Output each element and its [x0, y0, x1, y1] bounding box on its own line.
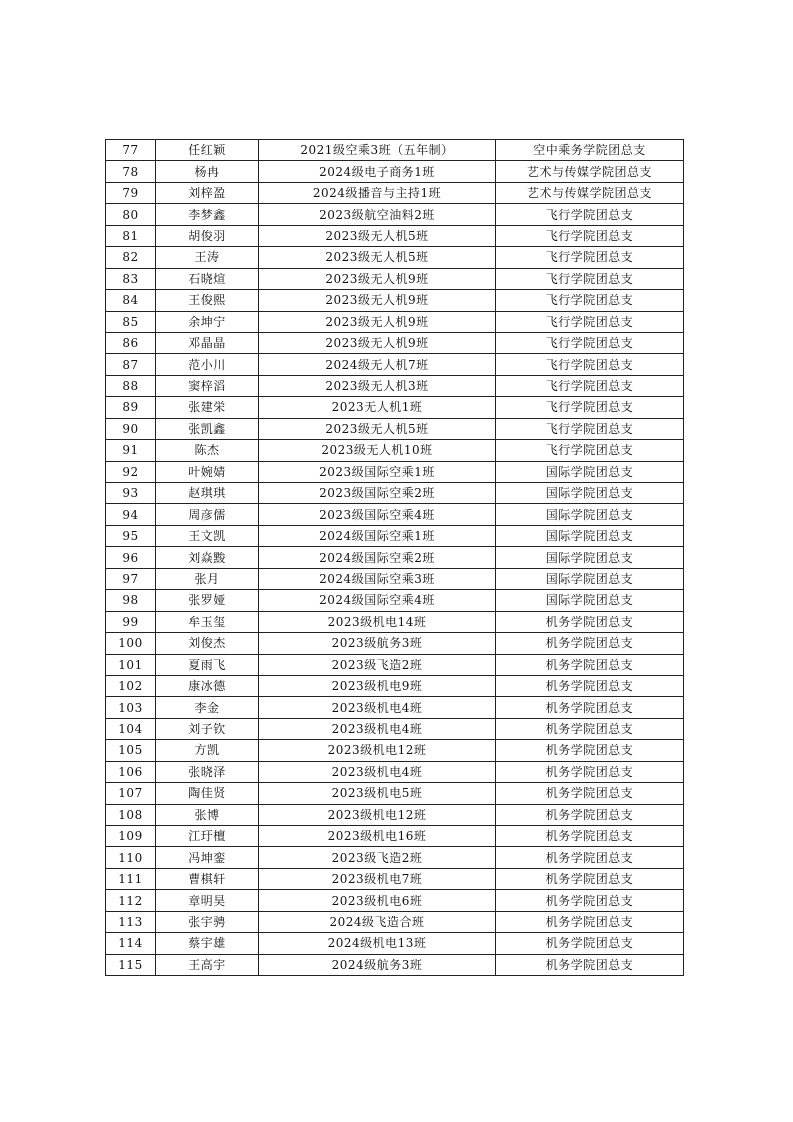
- unit-name-cell: 飞行学院团总支: [496, 225, 684, 246]
- unit-name-cell: 飞行学院团总支: [496, 397, 684, 418]
- row-number-cell: 79: [106, 182, 156, 203]
- unit-name-cell: 机务学院团总支: [496, 890, 684, 911]
- table-row: [106, 654, 684, 675]
- class-name-cell: 2023级机电9班: [259, 675, 496, 696]
- student-name-cell: 夏雨飞: [156, 654, 259, 675]
- row-number-cell: 93: [106, 483, 156, 504]
- table-row: [106, 847, 684, 868]
- class-name-cell: 2023级无人机9班: [259, 311, 496, 332]
- class-name-cell: 2023级机电14班: [259, 611, 496, 632]
- student-name-cell: 张建栄: [156, 397, 259, 418]
- class-name-cell: 2023级机电7班: [259, 868, 496, 889]
- student-name-cell: 叶婉婧: [156, 461, 259, 482]
- unit-name-cell: 飞行学院团总支: [496, 268, 684, 289]
- table-row: [106, 568, 684, 589]
- table-row: [106, 375, 684, 396]
- row-number-cell: 104: [106, 718, 156, 739]
- class-name-cell: 2024级飞造合班: [259, 911, 496, 932]
- row-number-cell: 94: [106, 504, 156, 525]
- class-name-cell: 2023级无人机5班: [259, 225, 496, 246]
- unit-name-cell: 机务学院团总支: [496, 633, 684, 654]
- student-name-cell: 李梦鑫: [156, 204, 259, 225]
- unit-name-cell: 国际学院团总支: [496, 547, 684, 568]
- table-row: [106, 633, 684, 654]
- table-row: [106, 611, 684, 632]
- class-name-cell: 2023级飞造2班: [259, 654, 496, 675]
- row-number-cell: 88: [106, 375, 156, 396]
- class-name-cell: 2024级机电13班: [259, 933, 496, 954]
- class-name-cell: 2023级无人机3班: [259, 375, 496, 396]
- roster-table: [105, 139, 684, 976]
- unit-name-cell: 飞行学院团总支: [496, 311, 684, 332]
- table-row: [106, 547, 684, 568]
- class-name-cell: 2023级机电4班: [259, 761, 496, 782]
- class-name-cell: 2024级航务3班: [259, 954, 496, 975]
- student-name-cell: 窦梓滔: [156, 375, 259, 396]
- student-name-cell: 邓晶晶: [156, 332, 259, 353]
- unit-name-cell: 机务学院团总支: [496, 847, 684, 868]
- table-row: [106, 911, 684, 932]
- class-name-cell: 2024级国际空乘4班: [259, 590, 496, 611]
- table-row: [106, 675, 684, 696]
- class-name-cell: 2023级航空油料2班: [259, 204, 496, 225]
- class-name-cell: 2023级国际空乘2班: [259, 483, 496, 504]
- row-number-cell: 112: [106, 890, 156, 911]
- row-number-cell: 111: [106, 868, 156, 889]
- unit-name-cell: 飞行学院团总支: [496, 204, 684, 225]
- table-row: [106, 740, 684, 761]
- unit-name-cell: 机务学院团总支: [496, 718, 684, 739]
- class-name-cell: 2023级无人机9班: [259, 268, 496, 289]
- student-name-cell: 李金: [156, 697, 259, 718]
- table-row: [106, 225, 684, 246]
- unit-name-cell: 机务学院团总支: [496, 826, 684, 847]
- table-row: [106, 697, 684, 718]
- class-name-cell: 2024级无人机7班: [259, 354, 496, 375]
- student-name-cell: 牟玉玺: [156, 611, 259, 632]
- student-name-cell: 张月: [156, 568, 259, 589]
- unit-name-cell: 国际学院团总支: [496, 590, 684, 611]
- table-row: [106, 140, 684, 161]
- student-name-cell: 王涛: [156, 247, 259, 268]
- table-row: [106, 397, 684, 418]
- row-number-cell: 109: [106, 826, 156, 847]
- student-name-cell: 刘焱黢: [156, 547, 259, 568]
- row-number-cell: 82: [106, 247, 156, 268]
- row-number-cell: 100: [106, 633, 156, 654]
- unit-name-cell: 飞行学院团总支: [496, 290, 684, 311]
- unit-name-cell: 飞行学院团总支: [496, 332, 684, 353]
- row-number-cell: 103: [106, 697, 156, 718]
- table-row: [106, 761, 684, 782]
- table-row: [106, 933, 684, 954]
- row-number-cell: 78: [106, 161, 156, 182]
- table-row: [106, 332, 684, 353]
- table-row: [106, 826, 684, 847]
- row-number-cell: 95: [106, 525, 156, 546]
- table-row: [106, 804, 684, 825]
- row-number-cell: 84: [106, 290, 156, 311]
- class-name-cell: 2023级机电4班: [259, 718, 496, 739]
- row-number-cell: 89: [106, 397, 156, 418]
- row-number-cell: 113: [106, 911, 156, 932]
- row-number-cell: 107: [106, 783, 156, 804]
- unit-name-cell: 空中乘务学院团总支: [496, 140, 684, 161]
- row-number-cell: 114: [106, 933, 156, 954]
- student-name-cell: 张凯鑫: [156, 418, 259, 439]
- row-number-cell: 90: [106, 418, 156, 439]
- student-name-cell: 周彦儒: [156, 504, 259, 525]
- student-name-cell: 张宇骋: [156, 911, 259, 932]
- class-name-cell: 2023级国际空乘4班: [259, 504, 496, 525]
- class-name-cell: 2024级电子商务1班: [259, 161, 496, 182]
- unit-name-cell: 国际学院团总支: [496, 568, 684, 589]
- table-row: [106, 890, 684, 911]
- unit-name-cell: 艺术与传媒学院团总支: [496, 182, 684, 203]
- student-name-cell: 张晓泽: [156, 761, 259, 782]
- table-row: [106, 204, 684, 225]
- table-row: [106, 354, 684, 375]
- student-name-cell: 刘俊杰: [156, 633, 259, 654]
- row-number-cell: 110: [106, 847, 156, 868]
- table-row: [106, 868, 684, 889]
- student-name-cell: 陶佳贤: [156, 783, 259, 804]
- class-name-cell: 2023级无人机10班: [259, 440, 496, 461]
- student-name-cell: 曹棋轩: [156, 868, 259, 889]
- row-number-cell: 97: [106, 568, 156, 589]
- student-name-cell: 杨冉: [156, 161, 259, 182]
- student-name-cell: 王高宇: [156, 954, 259, 975]
- student-name-cell: 范小川: [156, 354, 259, 375]
- unit-name-cell: 机务学院团总支: [496, 804, 684, 825]
- unit-name-cell: 机务学院团总支: [496, 761, 684, 782]
- class-name-cell: 2023级机电4班: [259, 697, 496, 718]
- class-name-cell: 2024级播音与主持1班: [259, 182, 496, 203]
- roster-table-body: [106, 140, 684, 976]
- table-row: [106, 418, 684, 439]
- class-name-cell: 2024级国际空乘2班: [259, 547, 496, 568]
- unit-name-cell: 机务学院团总支: [496, 611, 684, 632]
- row-number-cell: 80: [106, 204, 156, 225]
- student-name-cell: 蔡宇雄: [156, 933, 259, 954]
- row-number-cell: 102: [106, 675, 156, 696]
- unit-name-cell: 飞行学院团总支: [496, 375, 684, 396]
- row-number-cell: 105: [106, 740, 156, 761]
- row-number-cell: 77: [106, 140, 156, 161]
- row-number-cell: 86: [106, 332, 156, 353]
- table-row: [106, 590, 684, 611]
- student-name-cell: 王俊熙: [156, 290, 259, 311]
- unit-name-cell: 机务学院团总支: [496, 954, 684, 975]
- class-name-cell: 2024级国际空乘1班: [259, 525, 496, 546]
- class-name-cell: 2024级国际空乘3班: [259, 568, 496, 589]
- unit-name-cell: 飞行学院团总支: [496, 354, 684, 375]
- unit-name-cell: 国际学院团总支: [496, 461, 684, 482]
- student-name-cell: 赵琪琪: [156, 483, 259, 504]
- unit-name-cell: 国际学院团总支: [496, 504, 684, 525]
- student-name-cell: 石晓煊: [156, 268, 259, 289]
- row-number-cell: 81: [106, 225, 156, 246]
- student-name-cell: 胡俊羽: [156, 225, 259, 246]
- row-number-cell: 85: [106, 311, 156, 332]
- unit-name-cell: 飞行学院团总支: [496, 247, 684, 268]
- table-row: [106, 525, 684, 546]
- unit-name-cell: 机务学院团总支: [496, 783, 684, 804]
- table-row: [106, 483, 684, 504]
- row-number-cell: 87: [106, 354, 156, 375]
- class-name-cell: 2023级飞造2班: [259, 847, 496, 868]
- unit-name-cell: 机务学院团总支: [496, 933, 684, 954]
- table-row: [106, 440, 684, 461]
- class-name-cell: 2021级空乘3班（五年制）: [259, 140, 496, 161]
- row-number-cell: 92: [106, 461, 156, 482]
- class-name-cell: 2023级机电12班: [259, 740, 496, 761]
- student-name-cell: 王文凯: [156, 525, 259, 546]
- class-name-cell: 2023级机电5班: [259, 783, 496, 804]
- table-row: [106, 718, 684, 739]
- class-name-cell: 2023级无人机9班: [259, 290, 496, 311]
- unit-name-cell: 国际学院团总支: [496, 483, 684, 504]
- class-name-cell: 2023级机电6班: [259, 890, 496, 911]
- unit-name-cell: 机务学院团总支: [496, 675, 684, 696]
- class-name-cell: 2023级机电12班: [259, 804, 496, 825]
- student-name-cell: 张罗娅: [156, 590, 259, 611]
- student-name-cell: 冯坤銮: [156, 847, 259, 868]
- class-name-cell: 2023级航务3班: [259, 633, 496, 654]
- table-row: [106, 268, 684, 289]
- class-name-cell: 2023级无人机5班: [259, 247, 496, 268]
- student-name-cell: 章明昊: [156, 890, 259, 911]
- unit-name-cell: 机务学院团总支: [496, 654, 684, 675]
- table-row: [106, 461, 684, 482]
- student-name-cell: 刘子钦: [156, 718, 259, 739]
- unit-name-cell: 飞行学院团总支: [496, 440, 684, 461]
- class-name-cell: 2023无人机1班: [259, 397, 496, 418]
- class-name-cell: 2023级无人机9班: [259, 332, 496, 353]
- student-name-cell: 张博: [156, 804, 259, 825]
- table-row: [106, 783, 684, 804]
- class-name-cell: 2023级机电16班: [259, 826, 496, 847]
- student-name-cell: 刘梓盈: [156, 182, 259, 203]
- unit-name-cell: 机务学院团总支: [496, 697, 684, 718]
- unit-name-cell: 机务学院团总支: [496, 911, 684, 932]
- table-row: [106, 182, 684, 203]
- row-number-cell: 96: [106, 547, 156, 568]
- unit-name-cell: 机务学院团总支: [496, 868, 684, 889]
- row-number-cell: 91: [106, 440, 156, 461]
- table-row: [106, 504, 684, 525]
- unit-name-cell: 国际学院团总支: [496, 525, 684, 546]
- student-name-cell: 任红颖: [156, 140, 259, 161]
- row-number-cell: 98: [106, 590, 156, 611]
- table-row: [106, 311, 684, 332]
- row-number-cell: 115: [106, 954, 156, 975]
- table-row: [106, 290, 684, 311]
- row-number-cell: 83: [106, 268, 156, 289]
- row-number-cell: 99: [106, 611, 156, 632]
- table-row: [106, 247, 684, 268]
- class-name-cell: 2023级国际空乘1班: [259, 461, 496, 482]
- student-name-cell: 方凯: [156, 740, 259, 761]
- table-row: [106, 954, 684, 975]
- unit-name-cell: 机务学院团总支: [496, 740, 684, 761]
- student-name-cell: 江玗檀: [156, 826, 259, 847]
- student-name-cell: 余坤宁: [156, 311, 259, 332]
- row-number-cell: 101: [106, 654, 156, 675]
- row-number-cell: 108: [106, 804, 156, 825]
- unit-name-cell: 飞行学院团总支: [496, 418, 684, 439]
- unit-name-cell: 艺术与传媒学院团总支: [496, 161, 684, 182]
- student-name-cell: 陈杰: [156, 440, 259, 461]
- student-name-cell: 康冰德: [156, 675, 259, 696]
- row-number-cell: 106: [106, 761, 156, 782]
- table-row: [106, 161, 684, 182]
- class-name-cell: 2023级无人机5班: [259, 418, 496, 439]
